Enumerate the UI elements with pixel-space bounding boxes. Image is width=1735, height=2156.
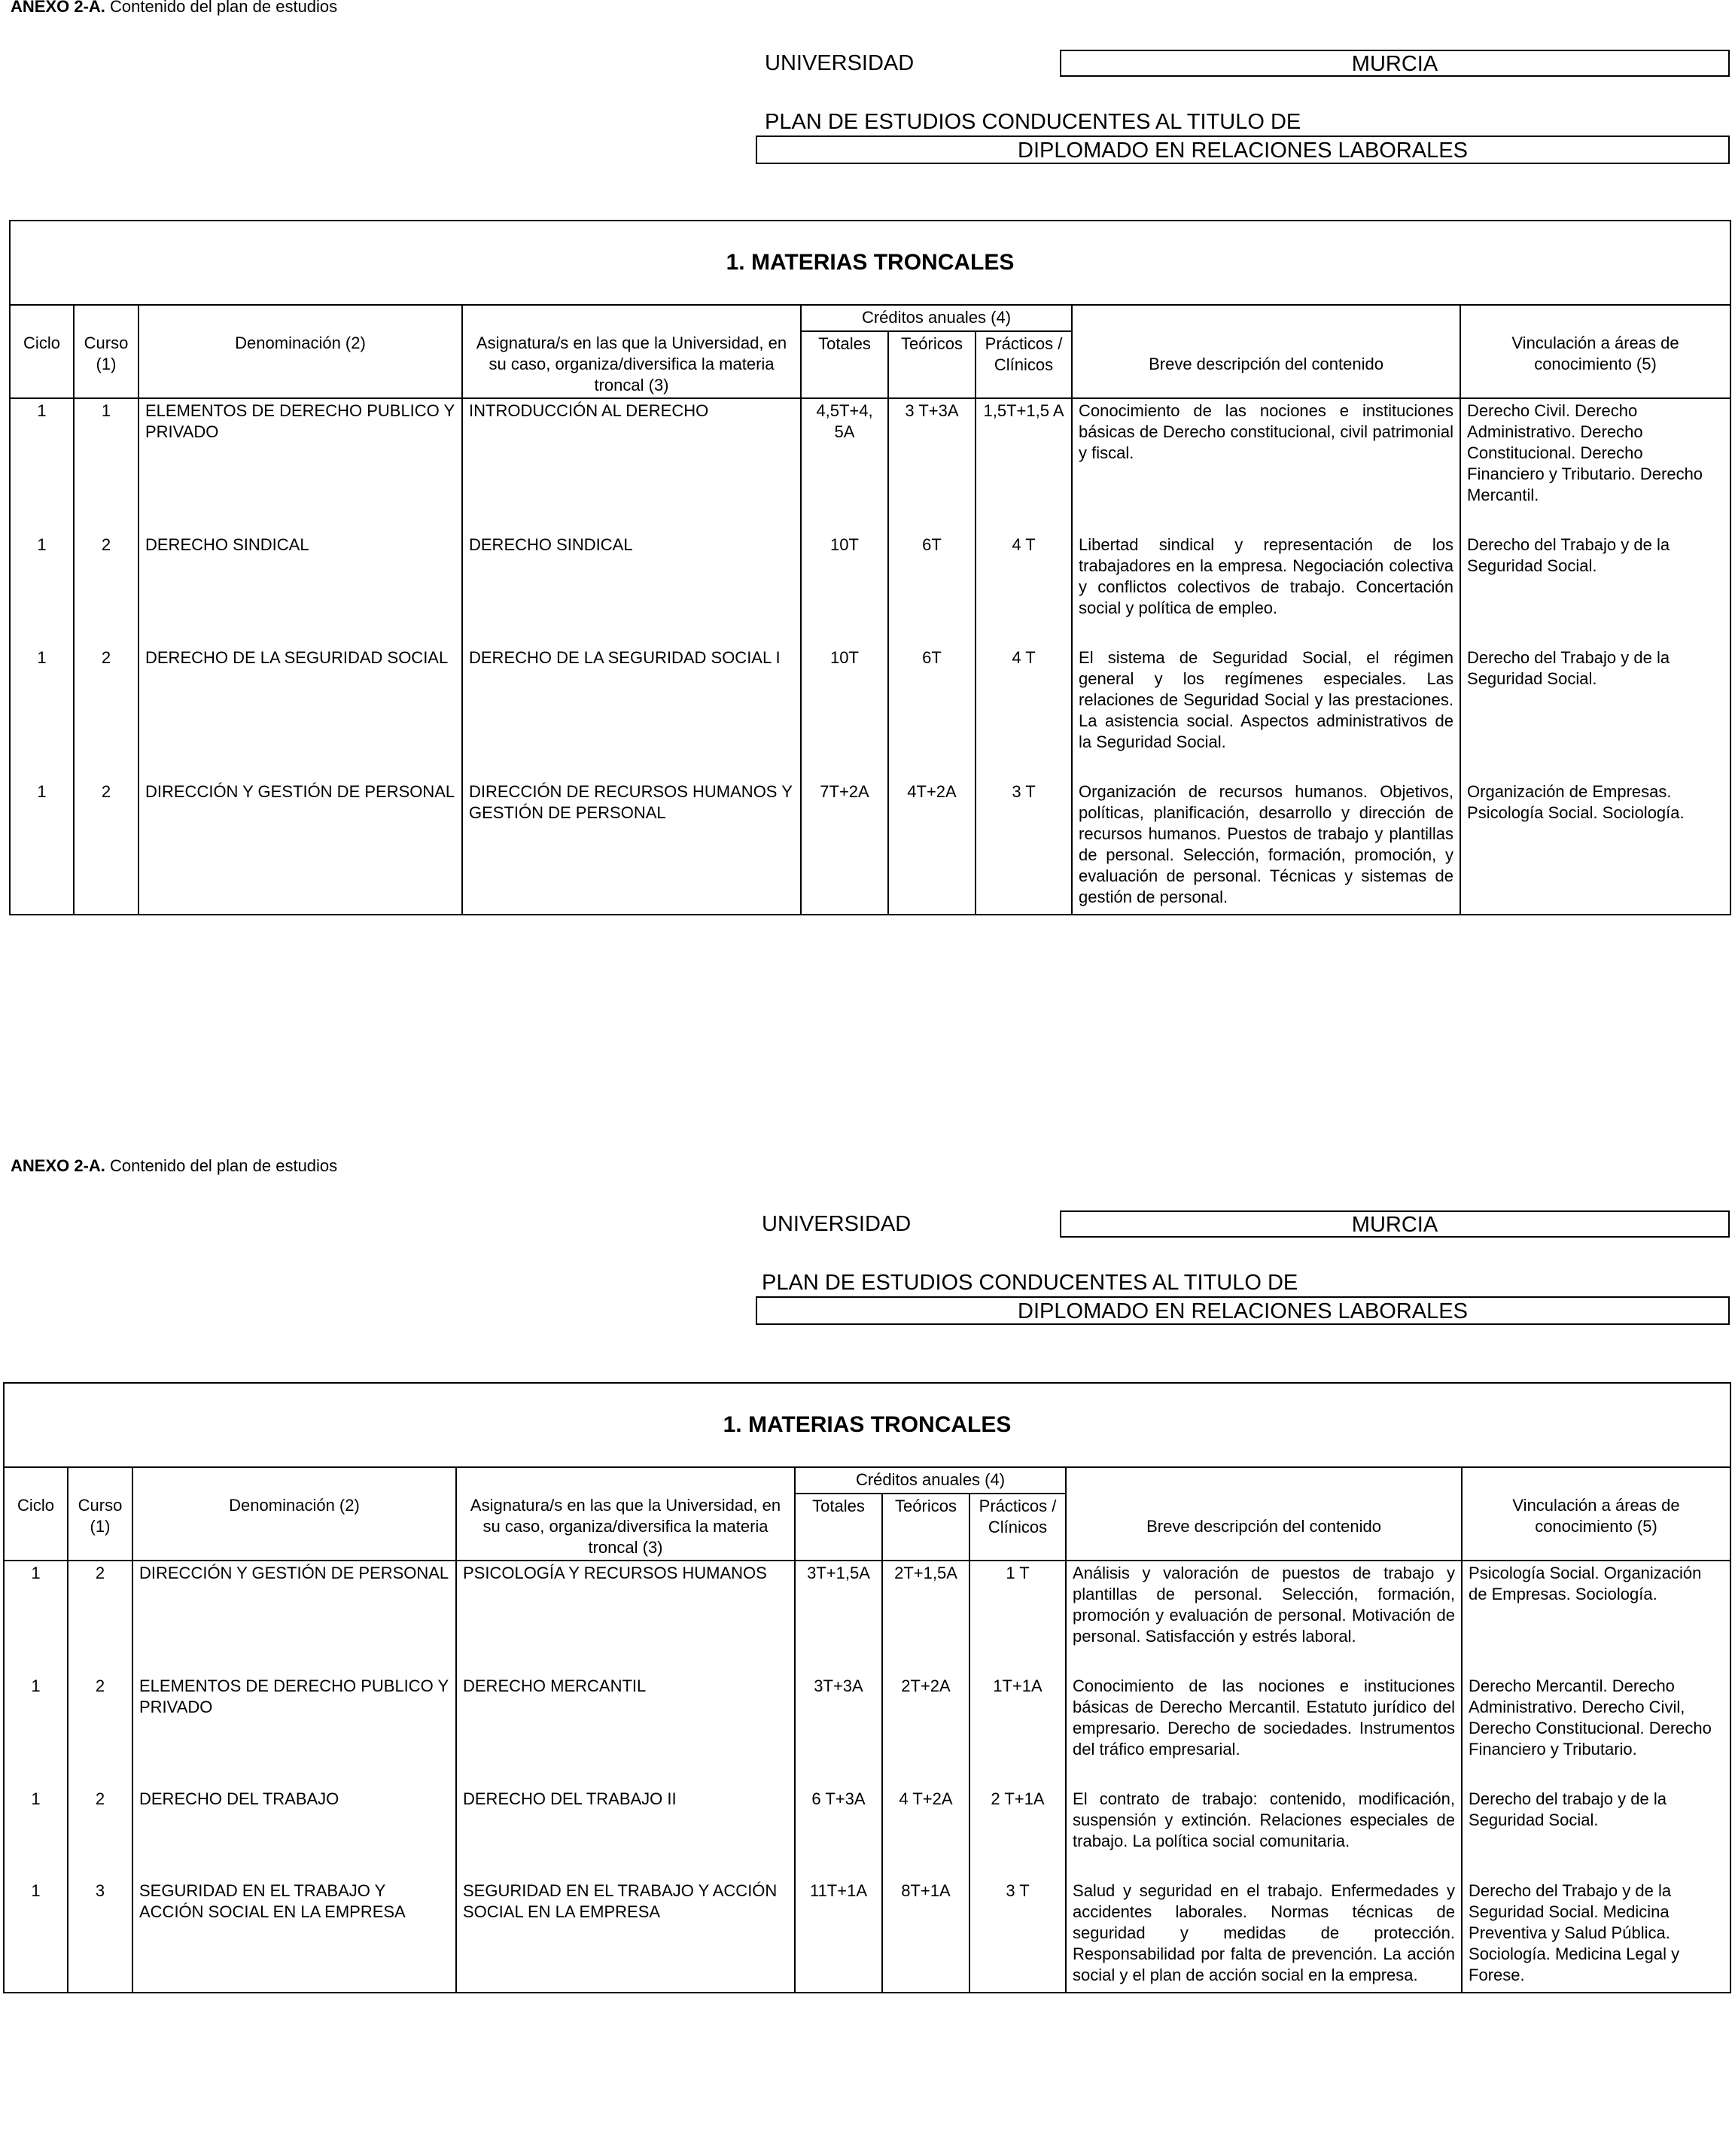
denominacion-cell: DERECHO DE LA SEGURIDAD SOCIAL	[138, 646, 462, 780]
denominacion-cell: DERECHO DEL TRABAJO	[132, 1787, 456, 1879]
descripcion-cell: El contrato de trabajo: contenido, modificación, suspensión y extinción. Relaciones especiales de trabajo. La política social comunitaria.	[1066, 1787, 1462, 1879]
totales-cell: 10T	[801, 533, 888, 646]
vinculacion-header: Vinculación a áreas de conocimiento (5)	[1460, 331, 1730, 398]
curso-header: Curso (1)	[68, 1494, 132, 1561]
ciclo-cell: 1	[31, 1789, 41, 1808]
vinculacion-cell: Psicología Social. Organización de Empresas. Sociología.	[1462, 1561, 1730, 1674]
ciclo-cell: 1	[31, 1564, 41, 1582]
teoricos-cell: 2T+1,5A	[882, 1561, 969, 1674]
plan-label: PLAN DE ESTUDIOS CONDUCENTES AL TITULO DE	[765, 110, 1301, 134]
descripcion-cell: Análisis y valoración de puestos de trabajo y plantillas de personal. Selección, formación, promoción y evaluación de personal. Motivación de personal. Satisfacción y estrés laboral.	[1066, 1561, 1462, 1674]
vinculacion-cell: Derecho del Trabajo y de la Seguridad Social.	[1460, 533, 1730, 646]
vinculacion-cell: Derecho del Trabajo y de la Seguridad Social. Medicina Preventiva y Salud Pública. Sociología. Medicina Legal y Forese.	[1462, 1879, 1730, 1992]
totales-cell: 4,5T+4, 5A	[801, 398, 888, 533]
totales-header: Totales	[795, 1494, 882, 1561]
teoricos-cell: 8T+1A	[882, 1879, 969, 1992]
practicos-cell: 4 T	[976, 533, 1072, 646]
denominacion-cell: DIRECCIÓN Y GESTIÓN DE PERSONAL	[138, 780, 462, 914]
totales-cell: 3T+1,5A	[795, 1561, 882, 1674]
descripcion-cell: Conocimiento de las nociones e instituciones básicas de Derecho constitucional, civil patrimonial y fiscal.	[1072, 398, 1460, 533]
asignatura-header: Asignatura/s en las que la Universidad, en su caso, organiza/diversifica la materia troncal (3)	[456, 1494, 795, 1561]
vinculacion-cell: Derecho del trabajo y de la Seguridad Social.	[1462, 1787, 1730, 1879]
practicos-header: Prácticos / Clínicos	[969, 1494, 1066, 1561]
descripcion-cell: El sistema de Seguridad Social, el régimen general y los regímenes especiales. Las relaciones de Seguridad Social y las prestaciones. La asistencia social. Aspectos administrativos de la Seguridad Social.	[1072, 646, 1460, 780]
curso-cell: 2	[74, 780, 138, 914]
asignatura-cell: DERECHO SINDICAL	[462, 533, 801, 646]
asignatura-cell: DERECHO MERCANTIL	[456, 1674, 795, 1787]
universidad-value: MURCIA	[1060, 50, 1730, 77]
table-row	[5, 1674, 1730, 1787]
denominacion-header: Denominación (2)	[132, 1494, 456, 1561]
curso-header: Curso (1)	[74, 331, 138, 398]
asignatura-cell: DERECHO DE LA SEGURIDAD SOCIAL I	[462, 646, 801, 780]
ciclo-header: Ciclo	[11, 331, 74, 398]
totales-cell: 10T	[801, 646, 888, 780]
annex-text: Contenido del plan de estudios	[110, 0, 338, 16]
practicos-cell: 1T+1A	[969, 1674, 1066, 1787]
ciclo-header: Ciclo	[5, 1494, 68, 1561]
teoricos-cell: 6T	[888, 646, 976, 780]
ciclo-cell: 1	[31, 1676, 41, 1695]
plan-label: PLAN DE ESTUDIOS CONDUCENTES AL TITULO DE	[762, 1271, 1298, 1295]
universidad-label: UNIVERSIDAD	[765, 51, 915, 75]
asignatura-cell: SEGURIDAD EN EL TRABAJO Y ACCIÓN SOCIAL EN LA EMPRESA	[456, 1879, 795, 1992]
annex-heading	[11, 0, 337, 17]
practicos-cell: 2 T+1A	[969, 1787, 1066, 1879]
practicos-header: Prácticos / Clínicos	[976, 331, 1072, 398]
table-row	[5, 1787, 1730, 1879]
asignatura-cell: INTRODUCCIÓN AL DERECHO	[462, 398, 801, 533]
denominacion-cell: ELEMENTOS DE DERECHO PUBLICO Y PRIVADO	[138, 398, 462, 533]
vinculacion-header: Vinculación a áreas de conocimiento (5)	[1462, 1494, 1730, 1561]
practicos-cell: 3 T	[976, 780, 1072, 914]
teoricos-cell: 6T	[888, 533, 976, 646]
table-title: 1. MATERIAS TRONCALES	[5, 1384, 1730, 1468]
curso-cell: 2	[74, 533, 138, 646]
teoricos-header: Teóricos	[882, 1494, 969, 1561]
materias-table-2	[3, 1382, 1731, 1993]
asignatura-header: Asignatura/s en las que la Universidad, en su caso, organiza/diversifica la materia troncal (3)	[462, 331, 801, 398]
denominacion-header: Denominación (2)	[138, 331, 462, 398]
totales-cell: 3T+3A	[795, 1674, 882, 1787]
descripcion-cell: Libertad sindical y representación de los trabajadores en la empresa. Negociación colectiva y conflictos colectivos de trabajo. Concertación social y política de empleo.	[1072, 533, 1460, 646]
denominacion-cell: ELEMENTOS DE DERECHO PUBLICO Y PRIVADO	[132, 1674, 456, 1787]
practicos-cell: 4 T	[976, 646, 1072, 780]
plan-value: DIPLOMADO EN RELACIONES LABORALES	[756, 1296, 1730, 1325]
curso-cell: 2	[68, 1561, 132, 1674]
materias-grid-2	[5, 1468, 1730, 1992]
creditos-header: Créditos anuales (4)	[795, 1468, 1066, 1494]
practicos-cell: 1,5T+1,5 A	[976, 398, 1072, 533]
vinculacion-cell: Derecho Civil. Derecho Administrativo. Derecho Constitucional. Derecho Financiero y Tributario. Derecho Mercantil.	[1460, 398, 1730, 533]
ciclo-cell: 1	[37, 782, 47, 801]
curso-cell: 3	[68, 1879, 132, 1992]
teoricos-cell: 4 T+2A	[882, 1787, 969, 1879]
asignatura-cell: PSICOLOGÍA Y RECURSOS HUMANOS	[456, 1561, 795, 1674]
annex-heading	[11, 1156, 337, 1176]
table-row	[11, 398, 1730, 533]
denominacion-cell: SEGURIDAD EN EL TRABAJO Y ACCIÓN SOCIAL EN LA EMPRESA	[132, 1879, 456, 1992]
denominacion-cell: DERECHO SINDICAL	[138, 533, 462, 646]
annex-bold: ANEXO 2-A.	[11, 0, 105, 16]
curso-cell: 2	[74, 646, 138, 780]
curso-cell: 2	[68, 1787, 132, 1879]
table-row	[11, 646, 1730, 780]
teoricos-cell: 2T+2A	[882, 1674, 969, 1787]
teoricos-header: Teóricos	[888, 331, 976, 398]
asignatura-cell: DERECHO DEL TRABAJO II	[456, 1787, 795, 1879]
descripcion-cell: Organización de recursos humanos. Objetivos, políticas, planificación, desarrollo y dirección de recursos humanos. Puestos de trabajo y plantillas de personal. Selección, formación, promoción, y evaluación de personal. Técnicas y sistemas de gestión de personal.	[1072, 780, 1460, 914]
plan-value: DIPLOMADO EN RELACIONES LABORALES	[756, 136, 1730, 164]
materias-table-1	[9, 220, 1731, 915]
totales-cell: 6 T+3A	[795, 1787, 882, 1879]
denominacion-cell: DIRECCIÓN Y GESTIÓN DE PERSONAL	[132, 1561, 456, 1674]
ciclo-cell: 1	[37, 401, 47, 420]
table-row	[11, 533, 1730, 646]
totales-cell: 11T+1A	[795, 1879, 882, 1992]
universidad-value: MURCIA	[1060, 1210, 1730, 1238]
vinculacion-cell: Derecho Mercantil. Derecho Administrativo. Derecho Civil, Derecho Constitucional. Derecho Financiero y Tributario.	[1462, 1674, 1730, 1787]
curso-cell: 2	[68, 1674, 132, 1787]
annex-bold: ANEXO 2-A.	[11, 1156, 105, 1175]
practicos-cell: 3 T	[969, 1879, 1066, 1992]
asignatura-cell: DIRECCIÓN DE RECURSOS HUMANOS Y GESTIÓN DE PERSONAL	[462, 780, 801, 914]
practicos-cell: 1 T	[969, 1561, 1066, 1674]
descripcion-cell: Conocimiento de las nociones e instituciones básicas de Derecho Mercantil. Estatuto jurídico del empresario. Derecho de sociedades. Instrumentos del tráfico empresarial.	[1066, 1674, 1462, 1787]
universidad-label: UNIVERSIDAD	[762, 1212, 912, 1236]
creditos-header: Créditos anuales (4)	[801, 306, 1072, 331]
table-row	[5, 1561, 1730, 1674]
curso-cell: 1	[74, 398, 138, 533]
table-title: 1. MATERIAS TRONCALES	[11, 221, 1730, 306]
descripcion-header: Breve descripción del contenido	[1066, 1494, 1462, 1561]
descripcion-header: Breve descripción del contenido	[1072, 331, 1460, 398]
totales-header: Totales	[801, 331, 888, 398]
teoricos-cell: 4T+2A	[888, 780, 976, 914]
ciclo-cell: 1	[37, 648, 47, 667]
annex-text: Contenido del plan de estudios	[110, 1156, 338, 1175]
vinculacion-cell: Organización de Empresas. Psicología Social. Sociología.	[1460, 780, 1730, 914]
teoricos-cell: 3 T+3A	[888, 398, 976, 533]
materias-grid-1	[11, 306, 1730, 914]
totales-cell: 7T+2A	[801, 780, 888, 914]
ciclo-cell: 1	[37, 535, 47, 554]
table-row	[5, 1879, 1730, 1992]
table-row	[11, 780, 1730, 914]
ciclo-cell: 1	[31, 1881, 41, 1900]
vinculacion-cell: Derecho del Trabajo y de la Seguridad Social.	[1460, 646, 1730, 780]
descripcion-cell: Salud y seguridad en el trabajo. Enfermedades y accidentes laborales. Normas técnicas de seguridad y medidas de protección. Responsabilidad por falta de prevención. La acción social y el plan de acción social en la empresa.	[1066, 1879, 1462, 1992]
